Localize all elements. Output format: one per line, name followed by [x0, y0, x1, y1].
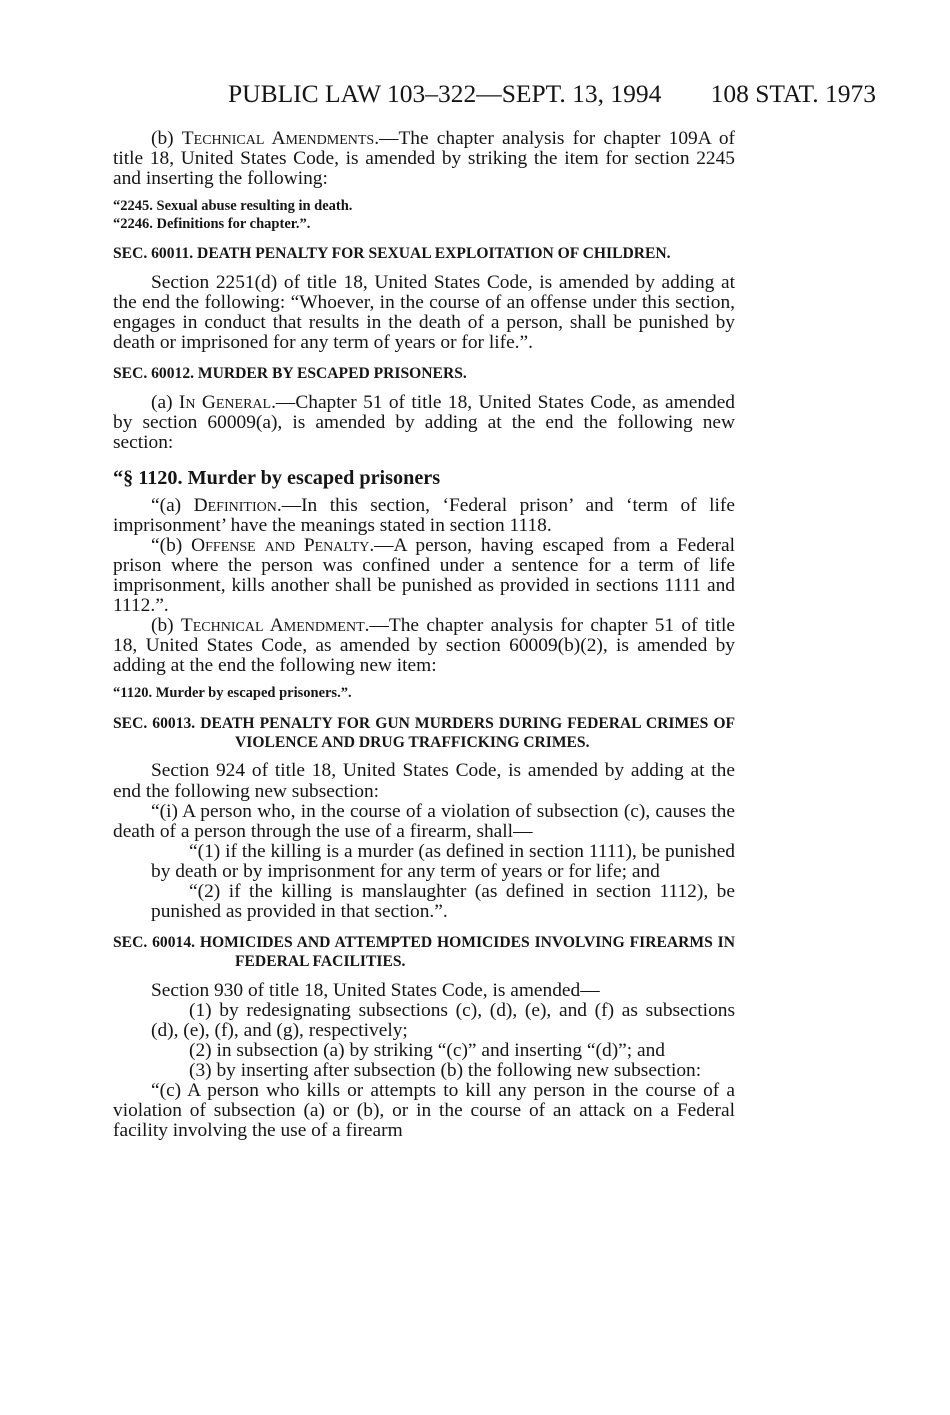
document-body — [113, 129, 735, 1142]
para-label: (b) — [151, 615, 181, 637]
section-60013-title: SEC. 60013. DEATH PENALTY FOR GUN MURDERS DURING FEDERAL CRIMES OF VIOLENCE AND DRUG TRAFFICKING CRIMES. — [113, 714, 735, 751]
para-text: .—In this section, ‘Federal prison’ and ‘term of life imprisonment’ have the meanings stated in section 1118. — [113, 494, 735, 536]
offense-penalty-paragraph — [113, 536, 735, 616]
para-heading: Offense and Penalty — [191, 534, 370, 556]
paragraph-3-text: (3) by inserting after subsection (b) the following new subsection: — [189, 1060, 702, 1082]
section-60012-title: SEC. 60012. MURDER BY ESCAPED PRISONERS. — [113, 365, 467, 383]
section-60011-title: SEC. 60011. DEATH PENALTY FOR SEXUAL EXPLOITATION OF CHILDREN. — [113, 245, 671, 263]
in-general-paragraph — [113, 393, 735, 453]
para-label: “(b) — [151, 534, 192, 556]
subsection-c-text: “(c) A person who kills or attempts to kill any person in the course of a violation of subsection (a) or (b), or in the course of an attack on a Federal facility involving the use of a firearm — [113, 1080, 735, 1142]
para-heading: Technical Amendments — [181, 128, 375, 149]
chapter-item-2246: “2246. Definitions for chapter.”. — [113, 215, 311, 232]
para-text: .—A person, having escaped from a Federal prison where the person was confined under a sentence for a term of life imprisonment, kills another shall be punished as provided in sections 1111 and 1112.”. — [113, 534, 735, 616]
para-label: (b) — [151, 128, 182, 149]
section-60013-text: Section 924 of title 18, United States Code, is amended by adding at the end the following new subsection: — [113, 760, 735, 802]
para-text: .—The chapter analysis for chapter 51 of title 18, United States Code, as amended by section 60009(b)(2), is amended by adding at the end the following new item: — [113, 615, 735, 677]
section-1120-heading: “§ 1120. Murder by escaped prisoners — [113, 466, 441, 489]
section-60014-text: Section 930 of title 18, United States Code, is amended— — [151, 979, 600, 1001]
paragraph-1-text: (1) by redesignating subsections (c), (d), (e), and (f) as subsections (d), (e), (f), and (g), respectively; — [151, 999, 735, 1041]
technical-amendments-paragraph — [113, 129, 735, 189]
header-public-law: PUBLIC LAW 103–322—SEPT. 13, 1994 — [228, 79, 662, 108]
subsection-i-text: “(i) A person who, in the course of a violation of subsection (c), causes the death of a person through the use of a firearm, shall— — [113, 800, 735, 842]
running-header — [228, 79, 876, 109]
para-heading: Technical Amendment — [180, 615, 365, 637]
chapter-item-2245: “2245. Sexual abuse resulting in death. — [113, 198, 353, 215]
para-label: (a) — [151, 392, 179, 414]
subsection-i1-text: “(1) if the killing is a murder (as defined in section 1111), be punished by death or by imprisonment for any term of years or for life; and — [151, 840, 735, 882]
para-heading: Definition — [193, 494, 277, 516]
subsection-i2-text: “(2) if the killing is manslaughter (as defined in section 1112), be punished as provided in that section.”. — [151, 881, 735, 923]
section-60011-text: Section 2251(d) of title 18, United States Code, is amended by adding at the end the following: “Whoever, in the course of an offense under this section, engages in conduct that results in the death of a person, shall be punished by death or imprisoned for any term of years or for life.”. — [113, 272, 735, 354]
para-text: .—The chapter analysis for chapter 109A of title 18, United States Code, is amended by striking the item for section 2245 and inserting the following: — [113, 128, 735, 190]
technical-amendment-paragraph — [113, 616, 735, 676]
para-heading: In General — [178, 392, 272, 414]
paragraph-2-text: (2) in subsection (a) by striking “(c)” and inserting “(d)”; and — [189, 1040, 665, 1062]
chapter-item-1120: “1120. Murder by escaped prisoners.”. — [113, 685, 352, 702]
header-stat-page: 108 STAT. 1973 — [710, 79, 876, 108]
definition-paragraph — [113, 496, 735, 536]
section-60014-title: SEC. 60014. HOMICIDES AND ATTEMPTED HOMICIDES INVOLVING FIREARMS IN FEDERAL FACILITIES. — [113, 934, 735, 971]
para-label: “(a) — [151, 494, 194, 516]
para-text: .—Chapter 51 of title 18, United States Code, as amended by section 60009(a), is amended by adding at the end the following new section: — [113, 392, 736, 454]
